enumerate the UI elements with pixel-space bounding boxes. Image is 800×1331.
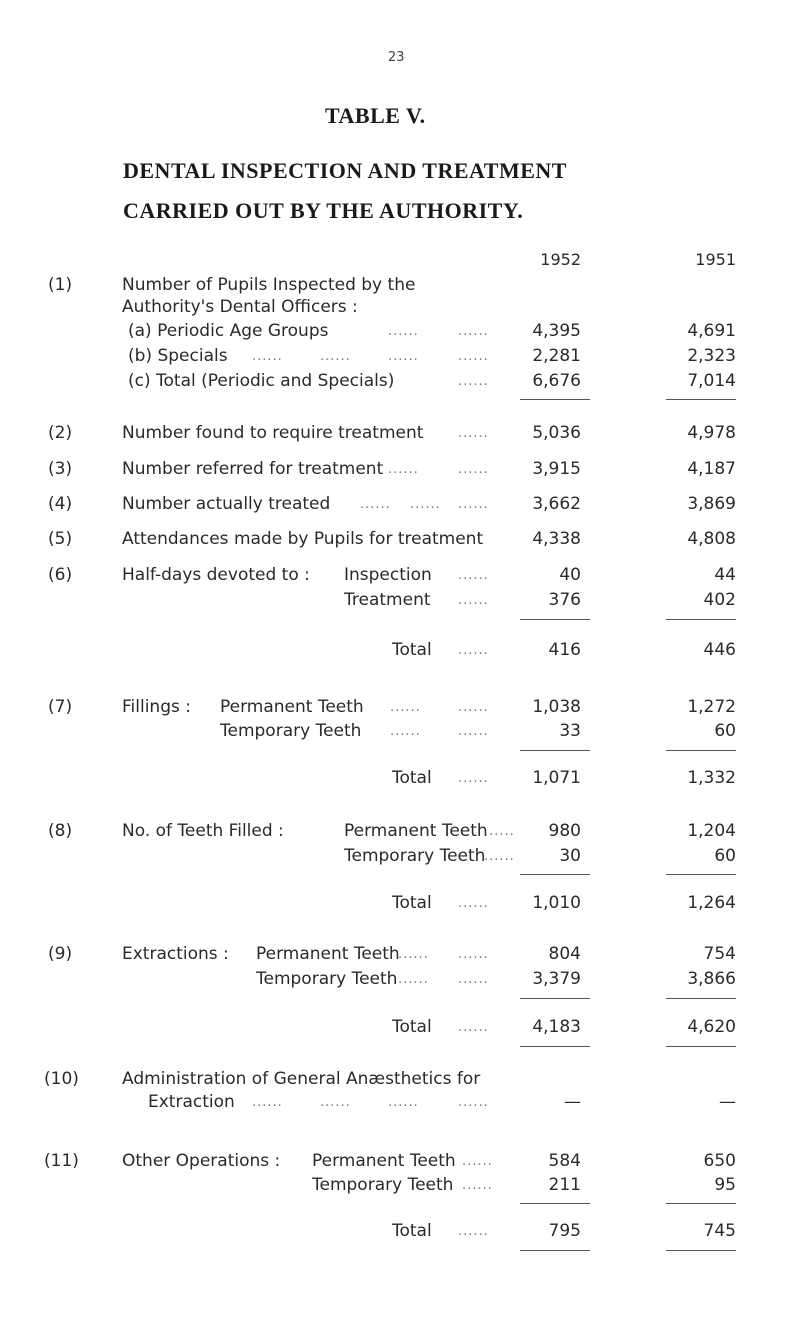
table-title: TABLE V. (325, 103, 426, 128)
total-label: Total (392, 1221, 432, 1241)
leader-dots: ...... (398, 972, 429, 987)
value-1951: 3,866 (687, 969, 736, 989)
value-1951: 754 (703, 944, 736, 964)
leader-dots: ...... (458, 349, 489, 364)
value-1952: 804 (548, 944, 581, 964)
section-number: (10) (44, 1069, 79, 1089)
row-label: (c) Total (Periodic and Specials) (128, 371, 395, 391)
column-header-1952: 1952 (540, 250, 581, 269)
row-label: Number referred for treatment (122, 459, 384, 479)
value-1951: 60 (714, 721, 736, 741)
value-1951: 2,323 (687, 346, 736, 366)
row-label: No. of Teeth Filled : (122, 821, 284, 841)
leader-dots: ...... (458, 593, 489, 608)
leader-dots: ...... (390, 724, 421, 739)
row-sublabel: Temporary Teeth (344, 846, 486, 866)
leader-dots: ...... (462, 1178, 493, 1193)
value-1952: 3,915 (532, 459, 581, 479)
divider-rule (666, 750, 736, 751)
leader-dots: ...... (458, 324, 489, 339)
value-1952: 584 (548, 1151, 581, 1171)
value-1951: 4,691 (687, 321, 736, 341)
row-sublabel: Inspection (344, 565, 432, 585)
total-1952: 1,010 (532, 893, 581, 913)
leader-dots: ...... (388, 462, 419, 477)
column-header-1951: 1951 (695, 250, 736, 269)
divider-rule (666, 1250, 736, 1251)
leader-dots: ...... (458, 568, 489, 583)
value-1951: 44 (714, 565, 736, 585)
value-1951: 4,187 (687, 459, 736, 479)
row-label: Half-days devoted to : (122, 565, 310, 585)
row-label: Fillings : (122, 697, 191, 717)
divider-rule (520, 619, 590, 620)
total-1951: 4,620 (687, 1017, 736, 1037)
section-number: (1) (48, 275, 73, 295)
total-label: Total (392, 893, 432, 913)
leader-dots: ...... (458, 643, 489, 658)
section-number: (3) (48, 459, 73, 479)
value-1951: 1,204 (687, 821, 736, 841)
leader-dots: ...... (390, 700, 421, 715)
total-1952: 416 (548, 640, 581, 660)
leader-dots: ...... (458, 426, 489, 441)
value-1951: 3,869 (687, 494, 736, 514)
total-1951: 745 (703, 1221, 736, 1241)
divider-rule (520, 1250, 590, 1251)
row-sublabel: Permanent Teeth (344, 821, 488, 841)
total-1951: 1,264 (687, 893, 736, 913)
divider-rule (520, 399, 590, 400)
value-1951: 402 (703, 590, 736, 610)
row-label: Number of Pupils Inspected by the (122, 275, 416, 295)
total-1951: 446 (703, 640, 736, 660)
leader-dots: ...... (458, 700, 489, 715)
value-1952: 40 (559, 565, 581, 585)
leader-dots: ...... (458, 1020, 489, 1035)
leader-dots: ...... (458, 374, 489, 389)
leader-dots: ...... (252, 1095, 283, 1110)
total-1952: 4,183 (532, 1017, 581, 1037)
divider-rule (666, 874, 736, 875)
value-1952: 4,338 (532, 529, 581, 549)
leader-dots: ...... (458, 972, 489, 987)
row-sublabel: Permanent Teeth (220, 697, 364, 717)
total-label: Total (392, 768, 432, 788)
total-1952: 795 (548, 1221, 581, 1241)
value-1952: 5,036 (532, 423, 581, 443)
table-subtitle-line1: DENTAL INSPECTION AND TREATMENT (123, 158, 567, 183)
divider-rule (520, 998, 590, 999)
value-1952: 4,395 (532, 321, 581, 341)
row-label: Administration of General Anæsthetics for (122, 1069, 481, 1089)
leader-dots: ...... (410, 497, 441, 512)
value-1951: 650 (703, 1151, 736, 1171)
row-sublabel: Permanent Teeth (256, 944, 400, 964)
value-1951: 4,808 (687, 529, 736, 549)
value-1952: — (564, 1092, 581, 1112)
value-1952: 980 (548, 821, 581, 841)
leader-dots: ...... (252, 349, 283, 364)
leader-dots: ...... (458, 1095, 489, 1110)
value-1952: 211 (548, 1175, 581, 1195)
row-sublabel: Temporary Teeth (312, 1175, 454, 1195)
leader-dots: ...... (458, 896, 489, 911)
divider-rule (666, 619, 736, 620)
value-1951: 4,978 (687, 423, 736, 443)
section-number: (2) (48, 423, 73, 443)
divider-rule (666, 1203, 736, 1204)
divider-rule (520, 874, 590, 875)
section-number: (4) (48, 494, 73, 514)
section-number: (5) (48, 529, 73, 549)
leader-dots: ...... (320, 349, 351, 364)
value-1952: 33 (559, 721, 581, 741)
value-1952: 6,676 (532, 371, 581, 391)
section-number: (11) (44, 1151, 79, 1171)
value-1952: 2,281 (532, 346, 581, 366)
row-label: Authority's Dental Officers : (122, 297, 358, 317)
row-label: Number found to require treatment (122, 423, 424, 443)
leader-dots: ...... (458, 947, 489, 962)
leader-dots: ...... (484, 824, 515, 839)
row-label: Other Operations : (122, 1151, 281, 1171)
row-sublabel: Temporary Teeth (256, 969, 398, 989)
total-1951: 1,332 (687, 768, 736, 788)
leader-dots: ...... (388, 349, 419, 364)
section-number: (8) (48, 821, 73, 841)
leader-dots: ...... (388, 1095, 419, 1110)
leader-dots: ...... (398, 947, 429, 962)
row-label: Number actually treated (122, 494, 331, 514)
leader-dots: ...... (320, 1095, 351, 1110)
total-1952: 1,071 (532, 768, 581, 788)
row-label: (a) Periodic Age Groups (128, 321, 329, 341)
leader-dots: ...... (458, 724, 489, 739)
row-label: (b) Specials (128, 346, 228, 366)
value-1951: 60 (714, 846, 736, 866)
divider-rule (520, 750, 590, 751)
page-number: 23 (388, 50, 405, 65)
leader-dots: ...... (484, 849, 515, 864)
table-subtitle-line2: CARRIED OUT BY THE AUTHORITY. (123, 198, 524, 223)
total-label: Total (392, 1017, 432, 1037)
divider-rule (520, 1046, 590, 1047)
value-1952: 376 (548, 590, 581, 610)
row-sublabel: Temporary Teeth (220, 721, 362, 741)
row-sublabel: Treatment (344, 590, 431, 610)
value-1951: 95 (714, 1175, 736, 1195)
leader-dots: ...... (458, 1224, 489, 1239)
value-1952: 1,038 (532, 697, 581, 717)
row-label: Extraction (148, 1092, 235, 1112)
section-number: (9) (48, 944, 73, 964)
leader-dots: ...... (458, 771, 489, 786)
leader-dots: ...... (458, 462, 489, 477)
row-label: Attendances made by Pupils for treatment (122, 529, 484, 549)
section-number: (7) (48, 697, 73, 717)
value-1952: 3,379 (532, 969, 581, 989)
divider-rule (666, 998, 736, 999)
divider-rule (666, 1046, 736, 1047)
value-1951: 1,272 (687, 697, 736, 717)
divider-rule (666, 399, 736, 400)
leader-dots: ...... (462, 1154, 493, 1169)
row-label: Extractions : (122, 944, 229, 964)
section-number: (6) (48, 565, 73, 585)
leader-dots: ...... (458, 497, 489, 512)
value-1951: — (719, 1092, 736, 1112)
value-1952: 3,662 (532, 494, 581, 514)
total-label: Total (392, 640, 432, 660)
value-1951: 7,014 (687, 371, 736, 391)
row-sublabel: Permanent Teeth (312, 1151, 456, 1171)
leader-dots: ...... (360, 497, 391, 512)
divider-rule (520, 1203, 590, 1204)
value-1952: 30 (559, 846, 581, 866)
leader-dots: ...... (388, 324, 419, 339)
